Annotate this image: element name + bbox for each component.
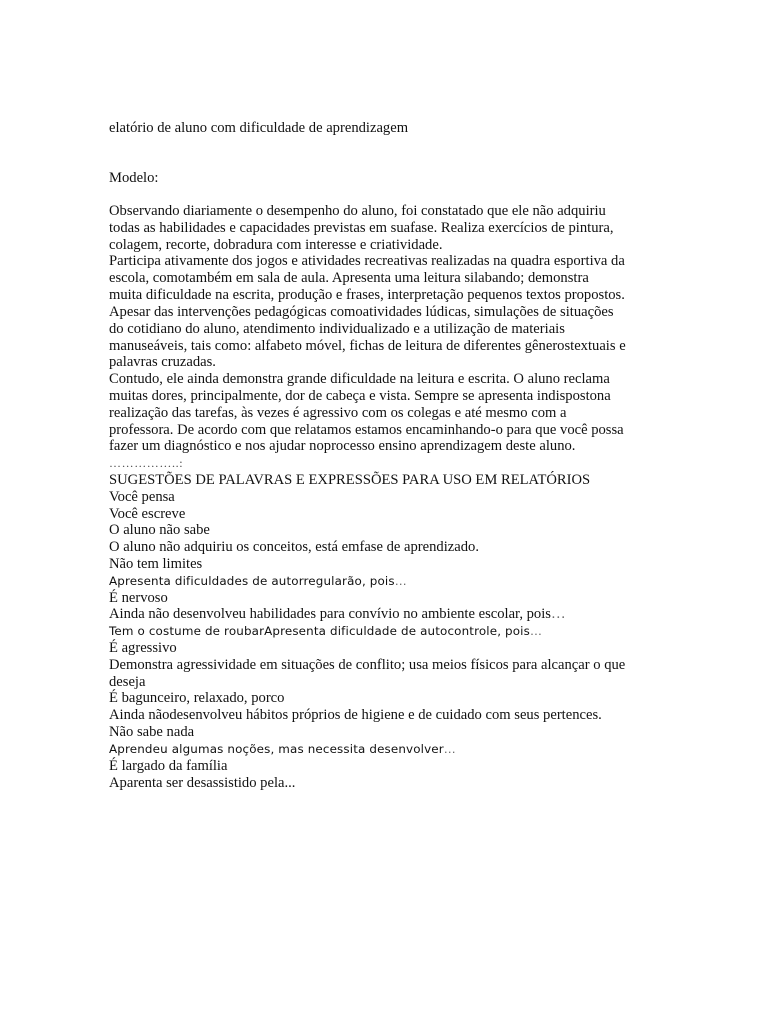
suggestion-line: O aluno não adquiriu os conceitos, está emfase de aprendizado. — [109, 539, 479, 555]
paragraph-line: Observando diariamente o desempenho do aluno, foi constatado que ele não adquiriu — [109, 203, 606, 219]
ellipsis-mark: … — [550, 606, 566, 622]
paragraph-line: Apesar das intervenções pedagógicas comoatividades lúdicas, simulações de situações — [109, 304, 614, 320]
suggestion-line: deseja — [109, 674, 146, 690]
ellipsis-mark: … — [394, 574, 407, 588]
suggestion-line: Você pensa — [109, 489, 175, 505]
suggestion-line: É bagunceiro, relaxado, porco — [109, 690, 285, 706]
dotted-separator: ……………..: — [109, 456, 184, 470]
suggestion-line: Demonstra agressividade em situações de conflito; usa meios físicos para alcançar o que — [109, 657, 626, 673]
paragraph-line: Participa ativamente dos jogos e atividades recreativas realizadas na quadra esportiva da — [109, 253, 625, 269]
paragraph-line: manuseáveis, tais como: alfabeto móvel, fichas de leitura de diferentes gênerostextuais e — [109, 338, 626, 354]
paragraph-line: realização das tarefas, às vezes é agressivo com os colegas e até mesmo com a — [109, 405, 567, 421]
suggestion-line: Tem o costume de roubarApresenta dificuldade de autocontrole, pois… — [109, 624, 543, 638]
paragraph-line: colagem, recorte, dobradura com interesse e criatividade. — [109, 237, 443, 253]
suggestion-line: Não tem limites — [109, 556, 203, 572]
suggestion-line: Aparenta ser desassistido pela... — [109, 775, 296, 791]
suggestions-heading: SUGESTÕES DE PALAVRAS E EXPRESSÕES PARA USO EM RELATÓRIOS — [109, 472, 591, 488]
paragraph-line: todas as habilidades e capacidades previstas em suafase. Realiza exercícios de pintura, — [109, 220, 614, 236]
suggestion-line: É nervoso — [109, 590, 168, 606]
paragraph-line: muitas dores, principalmente, dor de cabeça e vista. Sempre se apresenta indispostona — [109, 388, 611, 404]
paragraph-line: do cotidiano do aluno, atendimento individualizado e a utilização de materiais — [109, 321, 565, 337]
paragraph-line: Contudo, ele ainda demonstra grande dificuldade na leitura e escrita. O aluno reclama — [109, 371, 610, 387]
suggestion-line: Ainda não desenvolveu habilidades para convívio no ambiente escolar, pois… — [109, 606, 566, 622]
suggestion-line: Aprendeu algumas noções, mas necessita desenvolver… — [109, 742, 456, 756]
suggestion-line: Apresenta dificuldades de autorregularão, pois… — [109, 574, 407, 588]
paragraph-line: palavras cruzadas. — [109, 354, 216, 370]
paragraph-line: escola, comotambém em sala de aula. Apresenta uma leitura silabando; demonstra — [109, 270, 589, 286]
ellipsis-mark: … — [529, 624, 543, 638]
model-label: Modelo: — [109, 170, 159, 186]
suggestion-line: É largado da família — [109, 758, 228, 774]
suggestion-line: Não sabe nada — [109, 724, 195, 740]
suggestion-line: É agressivo — [109, 640, 177, 656]
suggestion-line: O aluno não sabe — [109, 522, 210, 538]
paragraph-line: muita dificuldade na escrita, produção e frases, interpretação pequenos textos propostos. — [109, 287, 625, 303]
suggestion-line: Ainda nãodesenvolveu hábitos próprios de higiene e de cuidado com seus pertences. — [109, 707, 602, 723]
paragraph-line: professora. De acordo com que relatamos estamos encaminhando-o para que você possa — [109, 422, 624, 438]
paragraph-line: fazer um diagnóstico e nos ajudar noprocesso ensino aprendizagem deste aluno. — [109, 438, 576, 454]
suggestion-line: Você escreve — [109, 506, 186, 522]
ellipsis-mark: … — [443, 742, 456, 756]
document-title: elatório de aluno com dificuldade de aprendizagem — [109, 120, 409, 136]
